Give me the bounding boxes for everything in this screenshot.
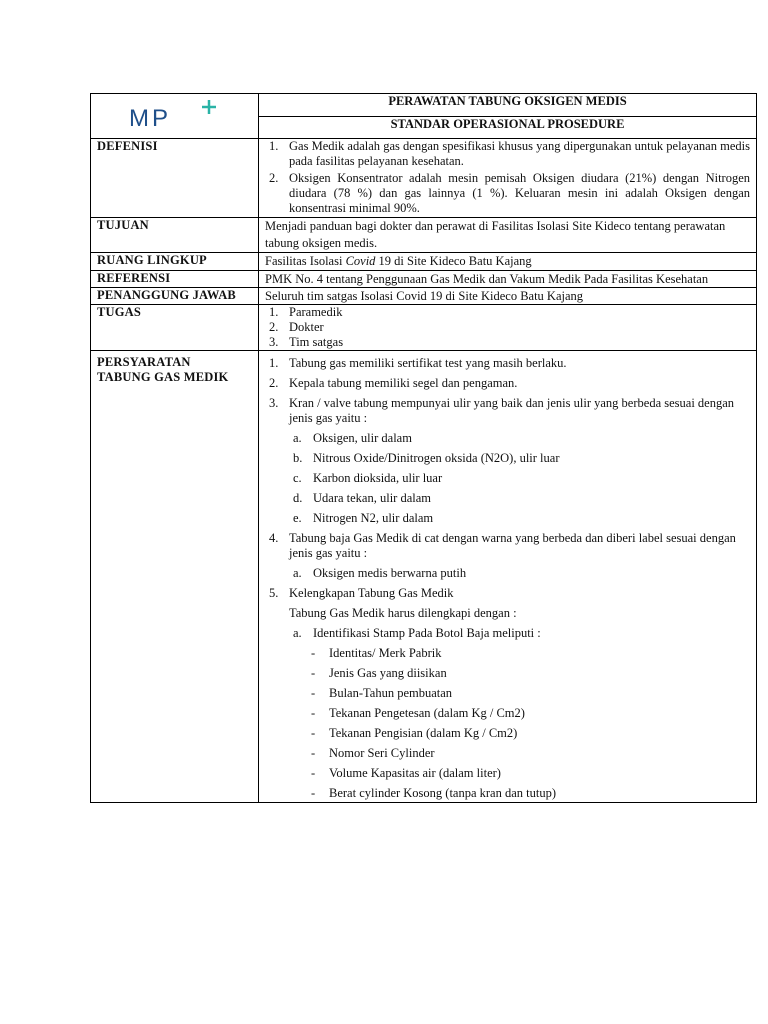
tujuan-text: Menjadi panduan bagi dokter dan perawat di Fasilitas Isolasi Site Kideco tentang perawatan tabung oksigen medis. [259,218,757,253]
row-penanggung-jawab [91,288,757,305]
tugas-list [265,305,750,350]
list-item: 1. Tabung gas memiliki sertifikat test yang masih berlaku. [269,356,567,370]
list-item: 1. Paramedik [269,305,343,319]
sub-list-item: e. Nitrogen N2, ulir dalam [293,511,434,525]
persyaratan-list [265,356,750,801]
company-logo [125,94,225,134]
defenisi-list [265,139,750,216]
sub-list-item: a. Identifikasi Stamp Pada Botol Baja meliputi : [293,626,541,640]
row-defenisi [91,139,757,218]
row-referensi [91,271,757,288]
referensi-text: PMK No. 4 tentang Penggunaan Gas Medik dan Vakum Medik Pada Fasilitas Kesehatan [259,271,757,288]
list-item: 2. Dokter [269,320,324,334]
label-tujuan: TUJUAN [91,218,259,253]
label-defenisi: DEFENISI [91,139,259,218]
list-item: 5. Kelengkapan Tabung Gas Medik [269,586,454,600]
label-penanggung-jawab: PENANGGUNG JAWAB [91,288,259,305]
list-item: 3. Tim satgas [269,335,344,349]
label-ruang-lingkup: RUANG LINGKUP [91,253,259,271]
sub-list-item: d. Udara tekan, ulir dalam [293,491,432,505]
list-item: 1. Gas Medik adalah gas dengan spesifikasi khusus yang dipergunakan untuk pelayanan medis pada fasilitas pelayanan kesehatan. [269,139,750,168]
row-ruang-lingkup [91,253,757,271]
row-tujuan [91,218,757,253]
dash-list-item: - Berat cylinder Kosong (tanpa kran dan tutup) [311,786,557,800]
label-persyaratan: PERSYARATAN TABUNG GAS MEDIK [91,351,259,803]
label-referensi: REFERENSI [91,271,259,288]
dash-list-item: - Nomor Seri Cylinder [311,746,435,760]
dash-list-item: - Volume Kapasitas air (dalam liter) [311,766,501,780]
dash-list-item: - Identitas/ Merk Pabrik [311,646,442,660]
page-subtitle: STANDAR OPERASIONAL PROSEDURE [259,116,757,139]
logo-cell [91,94,259,139]
row-persyaratan [91,351,757,803]
svg-text:MP: MP [128,105,171,132]
penanggung-jawab-text: Seluruh tim satgas Isolasi Covid 19 di Site Kideco Batu Kajang [259,288,757,305]
sub-list-item: b. Nitrous Oxide/Dinitrogen oksida (N2O), ulir luar [293,451,560,465]
sub-list-item: a. Oksigen, ulir dalam [293,431,412,445]
ruang-lingkup-text: Fasilitas Isolasi Covid 19 di Site Kideco Batu Kajang [259,253,757,271]
page-title: PERAWATAN TABUNG OKSIGEN MEDIS [259,94,757,117]
label-tugas: TUGAS [91,305,259,351]
dash-list-item: - Tekanan Pengisian (dalam Kg / Cm2) [311,726,518,740]
dash-list-item: - Bulan-Tahun pembuatan [311,686,453,700]
sub-list-item: c. Karbon dioksida, ulir luar [293,471,443,485]
sub-list-item: a. Oksigen medis berwarna putih [293,566,467,580]
dash-list-item: - Tekanan Pengetesan (dalam Kg / Cm2) [311,706,525,720]
dash-list-item: - Jenis Gas yang diisikan [311,666,447,680]
sop-table [90,93,757,803]
list-intro: Tabung Gas Medik harus dilengkapi dengan : [289,606,517,620]
list-item: 3. Kran / valve tabung mempunyai ulir yang baik dan jenis ulir yang berbeda sesuai dengan jenis gas yaitu : [269,396,735,425]
list-item: 2. Kepala tabung memiliki segel dan pengaman. [269,376,518,390]
row-tugas [91,305,757,351]
list-item: 2. Oksigen Konsentrator adalah mesin pemisah Oksigen diudara (21%) dengan Nitrogen diudara (78 %) dan gas lainnya (1 %). Keluaran mesin ini adalah Oksigen dengan konsentrasi minimal 90%. [269,171,750,215]
list-item: 4. Tabung baja Gas Medik di cat dengan warna yang berbeda dan diberi label sesuai dengan jenis gas yaitu : [269,531,736,560]
